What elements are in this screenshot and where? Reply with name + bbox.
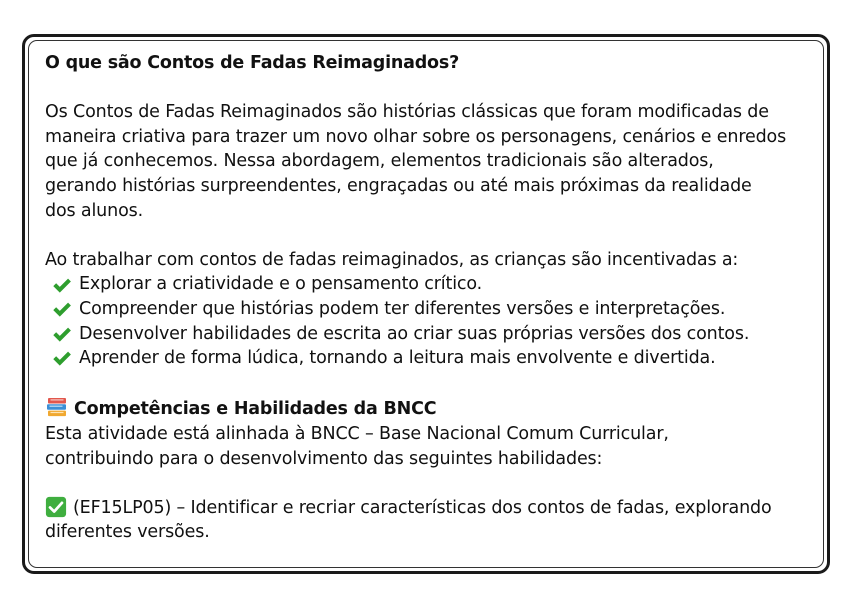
bncc-title-text: Competências e Habilidades da BNCC: [74, 399, 437, 420]
books-icon: [45, 395, 69, 419]
bncc-line-2: contribuindo para o desenvolvimento das seguintes habilidades:: [45, 448, 603, 469]
content-card: [28, 40, 824, 568]
heavy-check-mark-icon: [51, 347, 73, 369]
list-item-text: Desenvolver habilidades de escrita ao criar suas próprias versões dos contos.: [79, 323, 750, 344]
skill-text: (EF15LP05) – Identificar e recriar características dos contos de fadas, explorando: [73, 497, 772, 518]
list-item-text: Explorar a criatividade e o pensamento crítico.: [79, 274, 483, 295]
list-item-text: Compreender que histórias podem ter diferentes versões e interpretações.: [79, 298, 726, 319]
description-line-4: gerando histórias surpreendentes, engraçadas ou até mais próximas da realidade: [45, 175, 752, 196]
benefits-intro: Ao trabalhar com contos de fadas reimaginados, as crianças são incentivadas a:: [45, 249, 739, 270]
spacer: [45, 223, 823, 248]
skill-line-2: diferentes versões.: [45, 522, 210, 543]
spacer: [45, 371, 823, 396]
list-item: [45, 297, 823, 322]
list-item-text: Aprender de forma lúdica, tornando a leitura mais envolvente e divertida.: [79, 348, 716, 369]
heavy-check-mark-icon: [51, 274, 73, 296]
spacer: [45, 76, 823, 101]
list-item: [45, 346, 823, 371]
description-line-1: Os Contos de Fadas Reimaginados são histórias clássicas que foram modificadas de: [45, 102, 769, 123]
card-content: [45, 51, 823, 545]
heavy-check-mark-icon: [51, 298, 73, 320]
description-line-2: maneira criativa para trazer um novo olhar sobre os personagens, cenários e enredos: [45, 126, 787, 147]
description-line-3: que já conhecemos. Nessa abordagem, elementos tradicionais são alterados,: [45, 151, 714, 172]
benefits-list: [45, 272, 823, 370]
bncc-line-1: Esta atividade está alinhada à BNCC – Base Nacional Comum Curricular,: [45, 423, 669, 444]
check-box-icon: [45, 496, 67, 518]
skill-line-1: [45, 496, 823, 521]
list-item: [45, 322, 823, 347]
bncc-title: [45, 395, 823, 422]
section-title: O que são Contos de Fadas Reimaginados?: [45, 53, 460, 73]
heavy-check-mark-icon: [51, 323, 73, 345]
description-line-5: dos alunos.: [45, 200, 144, 221]
list-item: [45, 272, 823, 297]
spacer: [45, 471, 823, 496]
